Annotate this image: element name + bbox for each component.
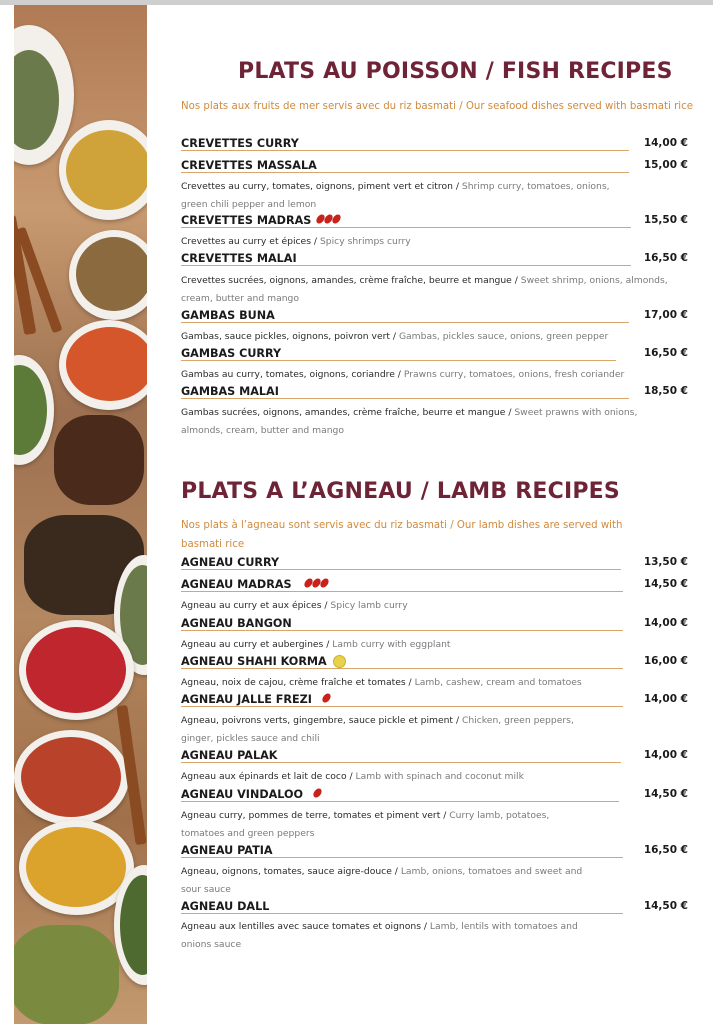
description-en: Lamb, onions, tomatoes and sweet and sour sauce [181, 866, 583, 895]
chili-icon [313, 788, 321, 801]
item-description [181, 636, 681, 654]
item-price: 14,00 € [643, 693, 688, 705]
menu-item [181, 655, 691, 673]
menu-item [181, 137, 691, 155]
item-price: 13,50 € [643, 556, 688, 568]
leader-line [181, 630, 623, 631]
description-fr: Gambas sucrées, oignons, amandes, crème fraîche, beurre et mangue / [181, 407, 512, 418]
item-price: 16,50 € [643, 252, 688, 264]
item-description [181, 807, 581, 842]
description-en: Spicy shrimps curry [319, 236, 411, 247]
item-name: GAMBAS CURRY [181, 347, 282, 360]
item-description [181, 918, 601, 953]
menu-item [181, 749, 691, 767]
leader-line [181, 913, 623, 914]
section-title-lamb: PLATS A L’AGNEAU / LAMB RECIPES [181, 479, 620, 504]
item-price: 14,50 € [643, 578, 688, 590]
item-name: CREVETTES CURRY [181, 137, 299, 150]
leader-line [181, 172, 629, 173]
description-fr: Agneau curry, pommes de terre, tomates et piment vert / [181, 810, 447, 821]
description-fr: Crevettes au curry, tomates, oignons, piment vert et citron / [181, 181, 459, 192]
item-description [181, 712, 601, 747]
description-fr: Agneau, noix de cajou, crème fraîche et tomates / [181, 677, 412, 688]
menu-item [181, 347, 691, 365]
chili-icon [316, 214, 340, 227]
item-description [181, 328, 681, 346]
item-description [181, 178, 621, 213]
item-price: 14,00 € [643, 749, 688, 761]
menu-item [181, 578, 691, 596]
item-description [181, 597, 681, 615]
leader-line [181, 322, 629, 323]
menu-item [181, 693, 691, 711]
item-name: AGNEAU PALAK [181, 749, 278, 762]
description-en: Shrimp curry, tomatoes, onions, green chili pepper and lemon [181, 181, 610, 210]
leader-line [181, 706, 623, 707]
leader-line [181, 398, 629, 399]
item-price: 15,50 € [643, 214, 688, 226]
item-description [181, 233, 681, 251]
description-en: Lamb curry with eggplant [332, 639, 451, 650]
leader-line [181, 265, 631, 266]
item-name: CREVETTES MASSALA [181, 159, 317, 172]
description-fr: Agneau aux lentilles avec sauce tomates et oignons / [181, 921, 427, 932]
item-name: AGNEAU PATIA [181, 844, 273, 857]
description-en: Sweet shrimp, onions, almonds, cream, butter and mango [181, 275, 668, 304]
item-name: AGNEAU JALLE FREZI [181, 693, 312, 706]
description-fr: Agneau aux épinards et lait de coco / [181, 771, 353, 782]
item-description [181, 863, 591, 898]
item-description [181, 674, 681, 692]
menu-item [181, 788, 691, 806]
description-fr: Gambas au curry, tomates, oignons, coriandre / [181, 369, 401, 380]
item-description [181, 768, 681, 786]
description-fr: Agneau au curry et aubergines / [181, 639, 330, 650]
item-name: AGNEAU BANGON [181, 617, 292, 630]
item-name: GAMBAS MALAI [181, 385, 279, 398]
menu-item [181, 214, 691, 232]
item-price: 17,00 € [643, 309, 688, 321]
leader-line [181, 762, 621, 763]
item-description [181, 272, 681, 307]
item-price: 18,50 € [643, 385, 688, 397]
item-price: 14,50 € [643, 900, 688, 912]
item-description [181, 366, 681, 384]
item-name: AGNEAU CURRY [181, 556, 280, 569]
leader-line [181, 150, 629, 151]
smiley-icon [333, 655, 346, 668]
item-name: GAMBAS BUNA [181, 309, 275, 322]
menu-item [181, 617, 691, 635]
menu-item [181, 844, 691, 862]
description-en: Lamb with spinach and coconut milk [355, 771, 524, 782]
leader-line [181, 668, 623, 669]
menu-item [181, 252, 691, 270]
section-intro-fish: Nos plats aux fruits de mer servis avec du riz basmati / Our seafood dishes served with basmati rice [181, 101, 693, 112]
item-price: 15,00 € [643, 159, 688, 171]
description-en: Sweet prawns with onions, almonds, cream, butter and mango [181, 407, 638, 436]
leader-line [181, 569, 621, 570]
chili-icon [322, 693, 330, 706]
description-en: Lamb, lentils with tomatoes and onions sauce [181, 921, 578, 950]
item-price: 14,00 € [643, 617, 688, 629]
chili-icon [304, 578, 328, 591]
description-en: Prawns curry, tomatoes, onions, fresh coriander [403, 369, 625, 380]
item-name: AGNEAU DALL [181, 900, 270, 913]
leader-line [181, 591, 623, 592]
description-fr: Agneau, oignons, tomates, sauce aigre-douce / [181, 866, 398, 877]
menu-item [181, 385, 691, 403]
leader-line [181, 801, 619, 802]
spices-photo-strip [14, 5, 147, 1024]
description-fr: Agneau au curry et aux épices / [181, 600, 328, 611]
section-title-fish: PLATS AU POISSON / FISH RECIPES [238, 59, 673, 84]
description-fr: Gambas, sauce pickles, oignons, poivron vert / [181, 331, 397, 342]
item-price: 16,00 € [643, 655, 688, 667]
description-fr: Crevettes sucrées, oignons, amandes, crème fraîche, beurre et mangue / [181, 275, 518, 286]
section-intro-lamb: Nos plats à l’agneau sont servis avec du riz basmati / Our lamb dishes are served with basmati rice [181, 520, 623, 550]
menu-item [181, 309, 691, 327]
description-en: Lamb, cashew, cream and tomatoes [414, 677, 582, 688]
item-name: AGNEAU SHAHI KORMA [181, 655, 327, 668]
item-price: 14,50 € [643, 788, 688, 800]
description-en: Spicy lamb curry [330, 600, 408, 611]
item-name: CREVETTES MALAI [181, 252, 297, 265]
leader-line [181, 857, 623, 858]
description-fr: Agneau, poivrons verts, gingembre, sauce pickle et piment / [181, 715, 460, 726]
item-name: AGNEAU MADRAS [181, 578, 292, 591]
leader-line [181, 227, 631, 228]
item-price: 16,50 € [643, 347, 688, 359]
menu-item [181, 556, 691, 574]
leader-line [181, 360, 616, 361]
description-en: Curry lamb, potatoes, tomatoes and green peppers [181, 810, 550, 839]
item-price: 14,00 € [643, 137, 688, 149]
description-en: Gambas, pickles sauce, onions, green pepper [398, 331, 609, 342]
description-fr: Crevettes au curry et épices / [181, 236, 318, 247]
item-price: 16,50 € [643, 844, 688, 856]
description-en: Chicken, green peppers, ginger, pickles sauce and chili [181, 715, 574, 744]
item-name: CREVETTES MADRAS [181, 214, 312, 227]
menu-item [181, 159, 691, 177]
menu-item [181, 900, 691, 918]
item-description [181, 404, 651, 439]
item-name: AGNEAU VINDALOO [181, 788, 304, 801]
